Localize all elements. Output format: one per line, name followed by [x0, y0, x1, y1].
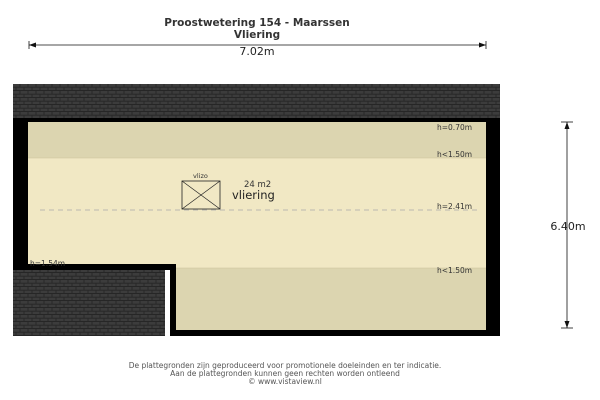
- main-floor-zone: [28, 158, 486, 268]
- plan-title: Proostwetering 154 - Maarssen: [164, 17, 350, 29]
- roof-tiles-bottom-left: [13, 270, 165, 336]
- roof-tiles-top: [13, 84, 500, 121]
- height-label-lower-left: h=1.54m: [30, 259, 66, 268]
- room-name: vliering: [232, 188, 275, 202]
- plan-subtitle: Vliering: [233, 29, 281, 41]
- room-area: 24 m2: [244, 180, 272, 190]
- height-label-ridge: h=2.41m: [437, 202, 473, 211]
- footer-copyright: © www.vistaview.nl: [248, 377, 322, 386]
- footer-disclaimer-line2: Aan de plattegronden kunnen geen rechten worden ontleend: [170, 369, 400, 378]
- hatch-label: vlizo: [193, 172, 208, 180]
- low-ceiling-zone-bottom: [170, 268, 486, 330]
- low-ceiling-zone-top: [28, 122, 486, 158]
- height-label-top: h=0.70m: [437, 123, 473, 132]
- height-label-lower-right: h<1.50m: [437, 266, 473, 275]
- height-dimension-label: 6.40m: [550, 220, 586, 233]
- footer-disclaimer-line1: De plattegronden zijn geproduceerd voor promotionele doeleinden en ter indicatie.: [128, 361, 442, 370]
- width-dimension-label: 7.02m: [239, 45, 275, 58]
- height-label-upper: h<1.50m: [437, 150, 473, 159]
